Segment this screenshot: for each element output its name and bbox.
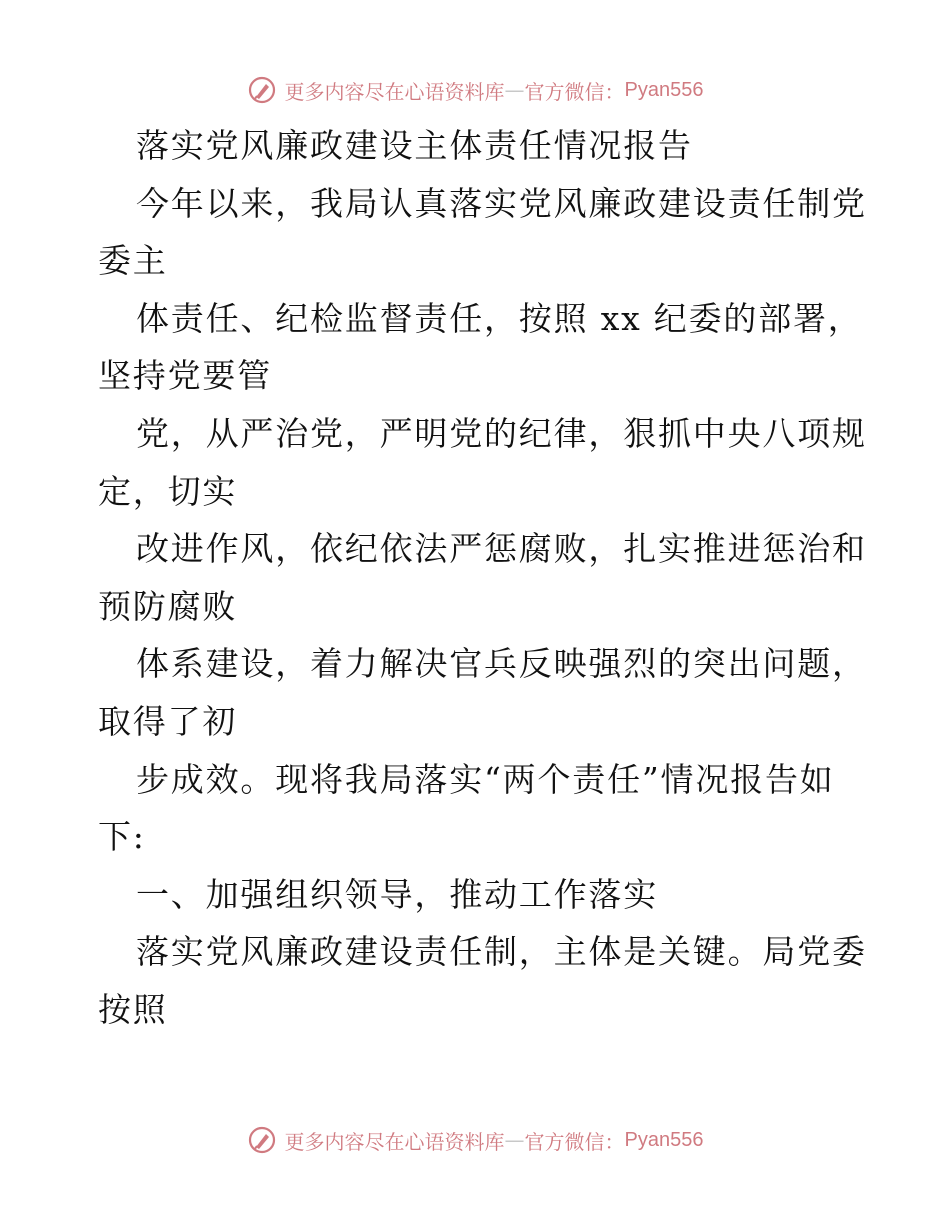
paragraph-line: 党，从严治党，严明党的纪律，狠抓中央八项规 (136, 413, 867, 453)
paragraph-line: 取得了初 (98, 701, 238, 741)
paragraph-line: 体责任、纪检监督责任，按照 xx 纪委的部署， (136, 298, 863, 338)
pen-nib-logo-icon (247, 1125, 277, 1155)
paragraph-line: 下: (98, 817, 146, 857)
footer-watermark-banner (0, 1120, 950, 1160)
pen-nib-logo-icon (247, 75, 277, 105)
header-banner-text: 更多内容尽在心语资料库 (284, 79, 505, 104)
footer-banner-contact-label: 官方微信： (524, 1129, 625, 1154)
document-body (98, 117, 867, 1039)
footer-banner-separator: — (504, 1128, 525, 1152)
section-heading: 一、加强组织领导，推动工作落实 (136, 874, 658, 914)
header-banner-contact-id: Pyan556 (624, 78, 704, 101)
document-title: 落实党风廉政建设主体责任情况报告 (136, 126, 693, 165)
header-banner-contact-label: 官方微信： (524, 79, 625, 104)
paragraph-line: 改进作风，依纪依法严惩腐败，扎实推进惩治和 (136, 529, 867, 569)
footer-banner-contact-id: Pyan556 (624, 1128, 704, 1151)
footer-banner-text: 更多内容尽在心语资料库 (284, 1129, 505, 1154)
paragraph-line: 坚持党要管 (98, 356, 272, 396)
paragraph-line: 步成效。现将我局落实“两个责任”情况报告如 (136, 759, 835, 799)
paragraph-line: 今年以来，我局认真落实党风廉政建设责任制党 (136, 183, 867, 223)
header-watermark-banner (0, 70, 950, 110)
paragraph-line: 定，切实 (98, 471, 238, 511)
header-banner-separator: — (504, 78, 525, 102)
paragraph-line: 预防腐败 (98, 586, 238, 626)
paragraph-line: 委主 (98, 241, 168, 281)
paragraph-line: 按照 (98, 989, 168, 1029)
paragraph-line: 体系建设，着力解决官兵反映强烈的突出问题， (136, 644, 867, 684)
paragraph-line: 落实党风廉政建设责任制，主体是关键。局党委 (136, 932, 867, 972)
